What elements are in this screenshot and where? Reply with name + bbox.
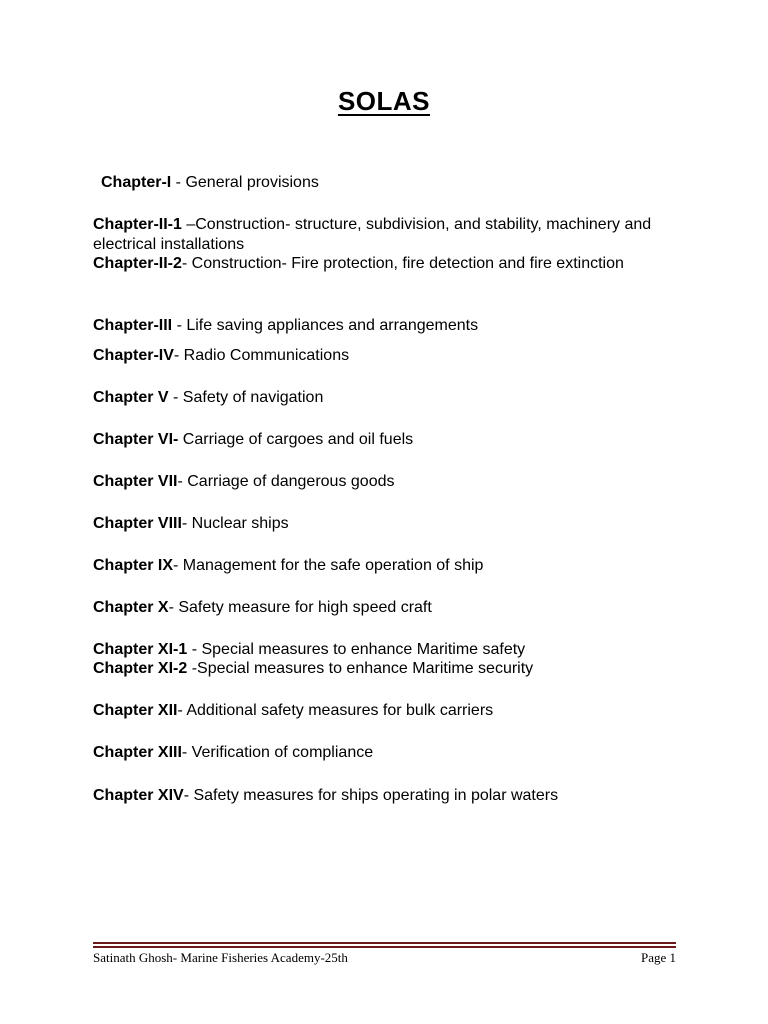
chapter-entry-16 xyxy=(93,786,653,806)
chapter-entry-14 xyxy=(93,701,653,721)
chapter-description: -Special measures to enhance Maritime security xyxy=(187,660,534,677)
chapter-heading: Chapter V xyxy=(93,389,169,406)
chapter-description: - Construction- Fire protection, fire detection and fire extinction xyxy=(181,255,624,272)
chapter-heading: Chapter IX xyxy=(93,557,174,574)
page-title: SOLAS xyxy=(337,86,431,116)
chapter-description: - Additional safety measures for bulk carriers xyxy=(177,702,494,719)
footer-rule xyxy=(93,942,676,944)
chapter-description: - Carriage of dangerous goods xyxy=(177,473,395,490)
chapter-description: Carriage of cargoes and oil fuels xyxy=(178,431,414,448)
chapter-description: - Life saving appliances and arrangements xyxy=(172,317,479,334)
page-number: Page 1 xyxy=(640,950,676,965)
chapter-entry-13 xyxy=(93,659,653,679)
chapter-description: - Nuclear ships xyxy=(181,515,289,532)
chapter-description: - General provisions xyxy=(171,174,319,191)
chapter-description: - Special measures to enhance Maritime safety xyxy=(187,641,526,658)
chapter-description: - Radio Communications xyxy=(173,347,350,364)
chapter-entry-1 xyxy=(101,173,661,193)
chapter-heading: Chapter XI-2 xyxy=(93,660,188,677)
chapter-entry-7 xyxy=(93,430,653,450)
chapter-heading: Chapter VIII xyxy=(93,515,182,532)
chapter-entry-5 xyxy=(93,346,653,366)
chapter-heading: Chapter XIV xyxy=(93,787,184,804)
chapter-entry-4 xyxy=(93,316,653,336)
chapter-entry-3 xyxy=(93,254,653,274)
chapter-entry-6 xyxy=(93,388,653,408)
chapter-heading: Chapter X xyxy=(93,599,169,616)
footer-author: Satinath Ghosh- Marine Fisheries Academy-25th xyxy=(93,950,348,965)
chapter-entry-15 xyxy=(93,743,653,763)
chapter-entry-11 xyxy=(93,598,653,618)
chapter-entry-9 xyxy=(93,514,653,534)
chapter-heading: Chapter-III xyxy=(93,317,173,334)
chapter-entry-2 xyxy=(93,215,653,255)
chapter-description: –Construction- structure, subdivision, and stability, machinery and electrical installations xyxy=(93,216,652,253)
chapter-heading: Chapter XII xyxy=(93,702,178,719)
chapter-description: - Management for the safe operation of ship xyxy=(173,557,484,574)
chapter-entry-12 xyxy=(93,640,653,660)
chapter-heading: Chapter-II-2 xyxy=(93,255,182,272)
chapter-description: - Safety measures for ships operating in polar waters xyxy=(183,787,559,804)
chapter-heading: Chapter-II-1 xyxy=(93,216,182,233)
chapter-heading: Chapter XI-1 xyxy=(93,641,188,658)
chapter-entry-10 xyxy=(93,556,653,576)
chapter-description: - Safety of navigation xyxy=(168,389,324,406)
chapter-heading: Chapter-I xyxy=(101,174,172,191)
chapter-heading: Chapter VII xyxy=(93,473,178,490)
chapter-entry-8 xyxy=(93,472,653,492)
chapter-heading: Chapter VI- xyxy=(93,431,179,448)
chapter-description: - Safety measure for high speed craft xyxy=(168,599,432,616)
chapter-heading: Chapter-IV xyxy=(93,347,174,364)
chapter-heading: Chapter XIII xyxy=(93,744,182,761)
chapter-description: - Verification of compliance xyxy=(181,744,374,761)
